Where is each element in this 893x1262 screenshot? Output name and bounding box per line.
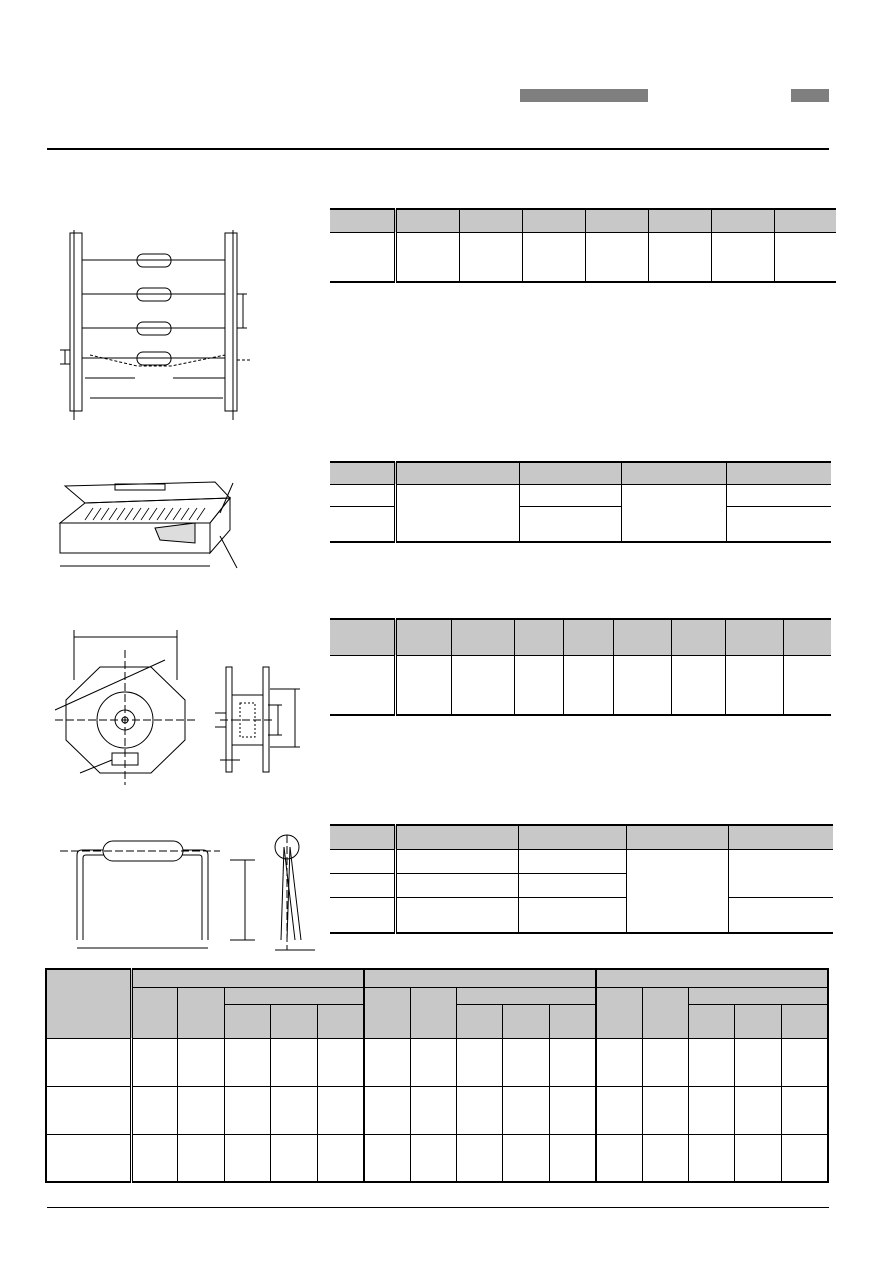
footer-rule (47, 1207, 829, 1208)
header-rule (47, 148, 829, 150)
reel-dimension-drawing-icon (50, 625, 315, 790)
formed-lead-drawing-icon (55, 830, 325, 958)
header-bar-left (520, 89, 648, 102)
table-4 (330, 824, 833, 934)
table-5 (45, 968, 829, 1183)
ammo-box-drawing-icon (55, 478, 250, 578)
taping-reel-drawing-icon (55, 230, 255, 425)
header-bar-right (791, 89, 829, 102)
table-2 (330, 461, 831, 543)
table-3 (330, 618, 831, 716)
table-1 (330, 208, 836, 283)
